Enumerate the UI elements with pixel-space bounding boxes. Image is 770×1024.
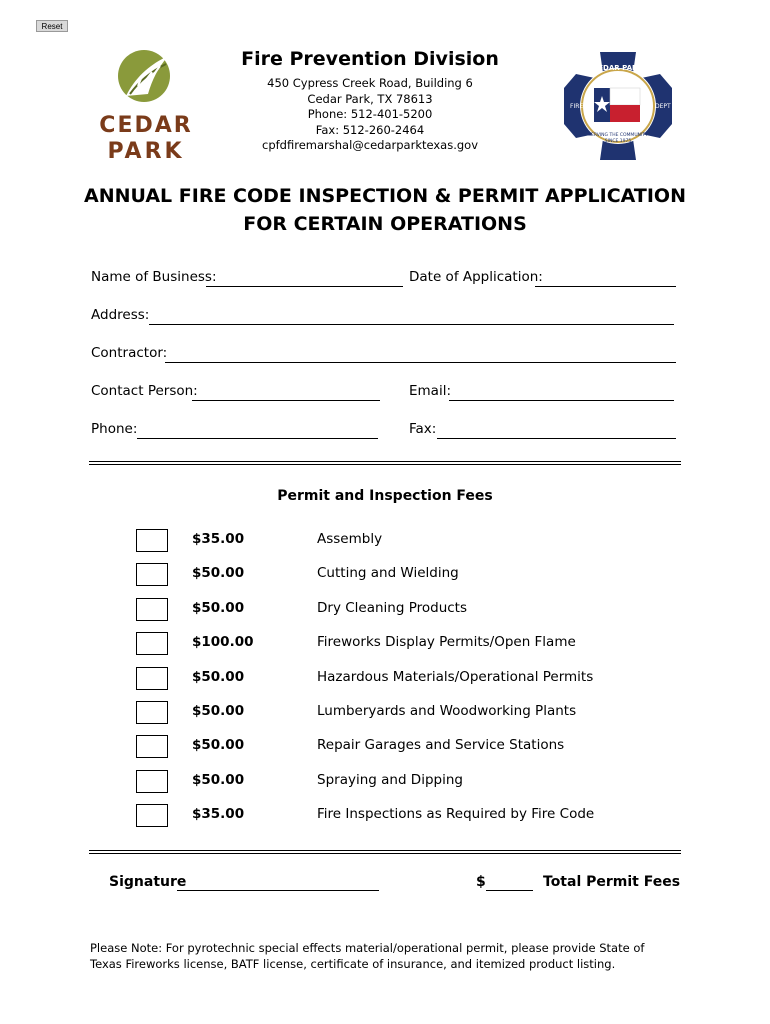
business-name-field[interactable]	[206, 270, 403, 287]
svg-text:DEPT: DEPT	[655, 103, 671, 110]
document-title-line-2: FOR CERTAIN OPERATIONS	[243, 213, 527, 235]
maltese-cross-icon	[562, 50, 674, 162]
address-line-2: Cedar Park, TX 78613	[307, 91, 433, 106]
fee-label: Repair Garages and Service Stations	[317, 737, 565, 754]
email-line: cpfdfiremarshal@cedarparktexas.gov	[262, 138, 478, 152]
fee-label: Spraying and Dipping	[317, 771, 463, 788]
division-title: Fire Prevention Division	[241, 48, 499, 70]
fax-label: Fax:	[409, 421, 437, 437]
fee-checkbox[interactable]	[136, 770, 168, 793]
date-field[interactable]	[535, 270, 676, 287]
fee-checkbox[interactable]	[136, 632, 168, 655]
address-line-1: 450 Cypress Creek Road, Building 6	[267, 76, 473, 90]
divider-top	[89, 461, 681, 465]
pyrotechnic-note: Please Note: For pyrotechnic special effects material/operational permit, please provide State of Texas Fireworks license, BATF license, certificate of insurance, and itemized product listing.	[90, 941, 645, 971]
fee-checkbox[interactable]	[136, 804, 168, 827]
fee-checkbox[interactable]	[136, 563, 168, 586]
email-field[interactable]	[449, 384, 674, 401]
fee-amount: $50.00	[192, 771, 245, 788]
fee-amount: $50.00	[192, 668, 245, 685]
business-name-label: Name of Business:	[91, 269, 217, 285]
fee-checkbox[interactable]	[136, 529, 168, 552]
contact-person-label: Contact Person:	[91, 383, 198, 399]
fee-checkbox[interactable]	[136, 667, 168, 690]
fee-amount: $35.00	[192, 531, 245, 547]
fee-label: Hazardous Materials/Operational Permits	[317, 668, 594, 685]
fee-label: Assembly	[317, 531, 383, 547]
fee-checkbox[interactable]	[136, 598, 168, 621]
fee-checkbox[interactable]	[136, 701, 168, 724]
svg-text:SERVING THE COMMUNITY: SERVING THE COMMUNITY	[588, 133, 648, 138]
fee-label: Cutting and Wielding	[317, 565, 459, 582]
address-field[interactable]	[149, 308, 674, 325]
document-title-line-1: ANNUAL FIRE CODE INSPECTION & PERMIT APPLICATION	[84, 185, 686, 207]
fee-label: Fireworks Display Permits/Open Flame	[317, 634, 576, 651]
date-label: Date of Application:	[409, 269, 543, 285]
signature-label: Signature	[109, 874, 187, 890]
fee-amount: $50.00	[192, 565, 245, 582]
cedar-park-logo	[96, 46, 196, 164]
phone-label: Phone:	[91, 421, 138, 437]
reset-button[interactable]: Reset	[36, 20, 68, 32]
fee-checkbox[interactable]	[136, 735, 168, 758]
address-label: Address:	[91, 307, 150, 323]
fee-amount: $50.00	[192, 737, 245, 754]
dollar-sign: $	[476, 874, 486, 890]
svg-text:SINCE 1975: SINCE 1975	[604, 139, 632, 144]
fee-amount: $35.00	[192, 806, 245, 823]
fee-label: Dry Cleaning Products	[317, 599, 467, 616]
phone-line: Phone: 512-401-5200	[307, 107, 433, 121]
email-label: Email:	[409, 383, 452, 399]
phone-field[interactable]	[137, 422, 378, 439]
fee-amount: $50.00	[192, 599, 245, 616]
contact-person-field[interactable]	[192, 384, 380, 401]
cedar-leaf-icon	[96, 46, 196, 164]
contractor-label: Contractor:	[91, 345, 168, 361]
divider-bottom	[89, 850, 681, 854]
total-fees-label: Total Permit Fees	[543, 874, 681, 890]
division-header	[200, 48, 540, 154]
fax-field[interactable]	[437, 422, 676, 439]
svg-text:CEDAR: CEDAR	[99, 113, 193, 138]
document-title	[60, 182, 710, 238]
fees-section-title: Permit and Inspection Fees	[277, 488, 493, 504]
fire-dept-badge	[562, 50, 674, 162]
fee-label: Fire Inspections as Required by Fire Code	[317, 806, 595, 823]
signature-field[interactable]	[177, 874, 379, 891]
svg-text:CEDAR PARK: CEDAR PARK	[593, 64, 643, 72]
fee-label: Lumberyards and Woodworking Plants	[317, 703, 577, 719]
fee-amount: $50.00	[192, 703, 245, 719]
fee-amount: $100.00	[192, 634, 254, 651]
svg-text:FIRE: FIRE	[570, 103, 584, 110]
total-fees-field[interactable]	[486, 874, 533, 891]
svg-text:PARK: PARK	[107, 139, 185, 164]
fax-line: Fax: 512-260-2464	[315, 122, 425, 137]
contractor-field[interactable]	[165, 346, 676, 363]
